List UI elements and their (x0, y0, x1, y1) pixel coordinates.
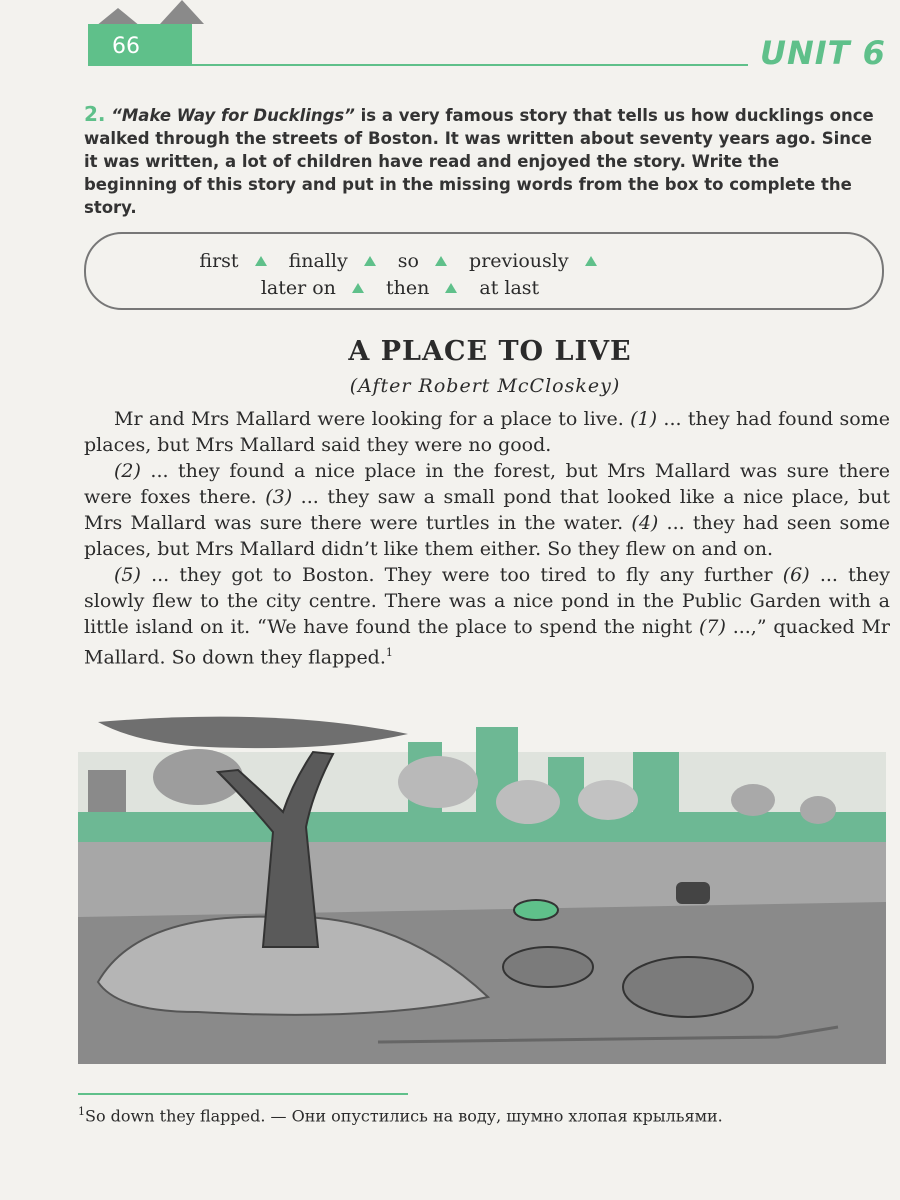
background-tree (496, 780, 560, 824)
story-text-span: ... they had found some places, but Mrs Mallard said they were no good. (84, 408, 891, 456)
footnote-mark: 1 (78, 1105, 85, 1118)
gap-4: (4) (631, 512, 659, 534)
story-text-span: ... they slowly flew to the city centre. There was a nice pond in the Public Garden with a little island on it. “We have found the place to spend the night (84, 564, 890, 638)
story-text-span: ... they got to Boston. They were too tired to fly any further (140, 564, 783, 586)
triangle-icon (435, 256, 447, 266)
word-then: then (385, 277, 430, 299)
unit-label: UNIT 6 (760, 34, 886, 72)
story-text-span: ... they had seen some places, but Mrs Mallard didn’t like them either. So they flew on and on. (84, 512, 890, 560)
header-rule (88, 64, 748, 66)
word-box-row-1 (0, 249, 800, 273)
house-roof-icon (160, 0, 204, 24)
footnote-ref: 1 (385, 646, 393, 659)
triangle-icon (352, 283, 364, 293)
gap-1: (1) (630, 408, 658, 430)
task-text: is a very famous story that tells us how ducklings once walked through the streets of Boston. It was written about seventy years ago. Since it was written, a lot of children have read and enjoyed the story. Write the beginning of this story and put in the missing words from the box to complete the story. (84, 106, 874, 217)
gap-3: (3) (265, 486, 293, 508)
word-first: first (199, 250, 239, 272)
gap-2: (2) (114, 460, 141, 482)
duck-hat (514, 900, 558, 920)
story-paragraph (84, 562, 890, 670)
task-number: 2. (84, 102, 106, 126)
story-title: A PLACE TO LIVE (348, 336, 632, 367)
gap-5: (5) (114, 564, 141, 586)
gap-6: (6) (782, 564, 810, 586)
word-at-last: at last (479, 277, 540, 299)
triangle-icon (585, 256, 597, 266)
duck-pond-illustration (78, 712, 886, 1064)
page-number-tab (88, 24, 192, 64)
story-text-span: ... they found a nice place in the forest, but Mrs Mallard was sure there were foxes there. (84, 460, 890, 508)
background-tree (731, 784, 775, 816)
duck-mrs-mallard (503, 947, 593, 987)
footnote-rule (78, 1093, 408, 1095)
story-text (84, 406, 890, 670)
page-header (0, 0, 900, 80)
story-author: (After Robert McCloskey) (349, 375, 621, 397)
triangle-icon (445, 283, 457, 293)
footnote (78, 1101, 878, 1127)
story-paragraph (84, 458, 890, 562)
word-later-on: later on (260, 277, 336, 299)
task-story-title: “Make Way for Ducklings” (111, 106, 355, 125)
story-text-span: ... they saw a small pond that looked like a nice place, but Mrs Mallard was sure there were turtles in the water. (84, 486, 890, 534)
background-tree (800, 796, 836, 824)
background-tree (578, 780, 638, 820)
word-box-row-2 (0, 276, 800, 300)
page-number: 66 (112, 34, 140, 59)
story-paragraph (84, 406, 890, 458)
footnote-text: So down they flapped. — Они опустились на воду, шумно хлопая крыльями. (85, 1106, 723, 1126)
duck-mr-mallard (623, 957, 753, 1017)
word-finally: finally (288, 250, 348, 272)
story-text-span: ...,” quacked Mr Mallard. So down they flapped. (84, 616, 890, 669)
word-so: so (397, 250, 419, 272)
word-previously: previously (469, 250, 569, 272)
triangle-icon (255, 256, 267, 266)
story-text-span: Mr and Mrs Mallard were looking for a place to live. (114, 408, 631, 430)
background-tree (398, 756, 478, 808)
task-instructions (84, 103, 874, 219)
triangle-icon (364, 256, 376, 266)
duck-bowler-hat (676, 882, 710, 904)
gap-7: (7) (698, 616, 726, 638)
